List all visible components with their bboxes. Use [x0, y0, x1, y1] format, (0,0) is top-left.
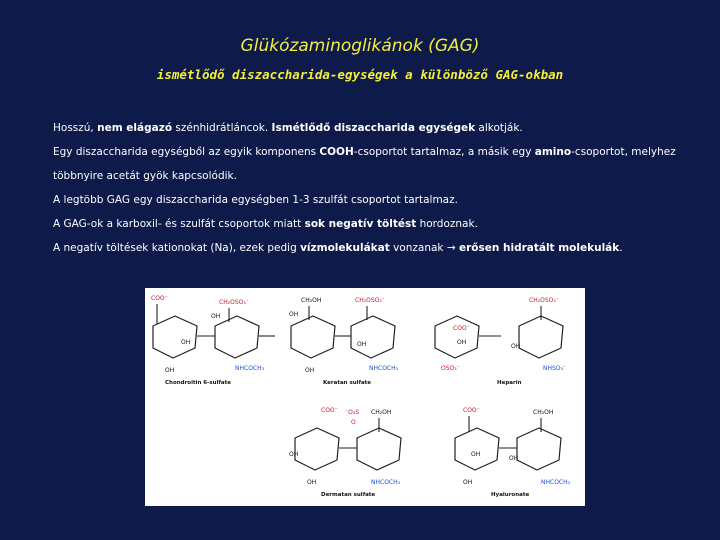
- chem-coo: COO⁻: [151, 295, 168, 302]
- line1-part-c: szénhidrátláncok.: [172, 122, 272, 134]
- ring-glcnac-2: [517, 428, 561, 470]
- line2-part-c: -csoportot tartalmaz, a másik egy: [353, 146, 535, 158]
- chem-oso3: OSO₃⁻: [441, 365, 460, 372]
- chem-oh: OH: [211, 313, 221, 320]
- chem-oh: OH: [181, 339, 191, 346]
- chem-oh: OH: [457, 339, 467, 346]
- line6-part-a: A negatív töltések kationokat (Na), ezek pedig: [53, 242, 301, 254]
- chem-oh: OH: [165, 367, 175, 374]
- body-line-2: [53, 145, 676, 159]
- ring-glcnac: [351, 316, 395, 358]
- chem-ch2oh: CH₂OH: [301, 297, 322, 304]
- chem-nhso3: NHSO₃⁻: [543, 365, 567, 372]
- line2-part-a: Egy diszaccharida egységből az egyik komponens: [53, 146, 320, 158]
- slide-title: Glükózaminoglikánok (GAG): [240, 36, 480, 56]
- chem-coo: COO⁻: [453, 325, 470, 332]
- chem-oh: OH: [357, 341, 367, 348]
- chem-oh: OH: [471, 451, 481, 458]
- chem-oh: OH: [463, 479, 473, 486]
- line2-part-e: -csoportot, melyhez: [571, 146, 676, 158]
- chem-nhcoch3: NHCOCH₃: [541, 479, 571, 486]
- chem-coo: COO⁻: [463, 407, 480, 414]
- chem-oh: OH: [289, 311, 299, 318]
- line1-part-a: Hosszú,: [53, 122, 98, 134]
- line1-part-d: Ismétlődő diszaccharida egységek: [271, 122, 476, 134]
- chem-oh: OH: [307, 479, 317, 486]
- body-line-1: [53, 121, 523, 135]
- line6-part-b: vízmolekulákat: [300, 242, 390, 254]
- line6-part-e: .: [619, 242, 623, 254]
- line1-part-b: nem elágazó: [97, 122, 173, 134]
- chem-oh: OH: [511, 343, 521, 350]
- ring-galnac-1: [215, 316, 259, 358]
- chem-o3so: ⁻O₃S: [345, 409, 360, 416]
- line2-part-d: amino: [534, 146, 572, 158]
- chem-ch2oso3: CH₂OSO₃⁻: [355, 297, 385, 304]
- body-line-6: [53, 241, 623, 255]
- line1-part-e: alkotják.: [475, 122, 523, 134]
- chem-ch2oh: CH₂OH: [533, 409, 554, 416]
- line6-part-c: vonzanak →: [389, 242, 459, 254]
- body-line-5: [53, 217, 478, 231]
- label-heparin: Heparin: [497, 380, 522, 386]
- ring-glca-2: [455, 428, 499, 470]
- ring-glca-1: [153, 316, 197, 358]
- ring-galnac-2: [357, 428, 401, 470]
- label-keratan: Keratan sulfate: [323, 380, 372, 386]
- ring-iduronic: [435, 316, 479, 358]
- line6-part-d: erősen hidratált molekulák: [458, 242, 620, 254]
- slide-subtitle: ismétlődő diszaccharida-egységek a különböző GAG-okban: [156, 67, 564, 82]
- chem-nhcoch3: NHCOCH₃: [371, 479, 401, 486]
- ring-gal: [291, 316, 335, 358]
- ring-iduronic-2: [295, 428, 339, 470]
- chem-nhcoch3: NHCOCH₃: [235, 365, 265, 372]
- chem-ch2oso3: CH₂OSO₃⁻: [219, 299, 249, 306]
- label-chondroitin: Chondroitin 6-sulfate: [165, 380, 231, 386]
- line2-part-b: COOH: [319, 146, 354, 158]
- label-dermatan: Dermatan sulfate: [321, 492, 376, 498]
- body-line-3: többnyire acetát gyök kapcsolódik.: [53, 170, 237, 182]
- chem-o: O: [351, 419, 356, 426]
- chem-oh: OH: [509, 455, 519, 462]
- chem-ch2oh: CH₂OH: [371, 409, 392, 416]
- chem-nhcoch3: NHCOCH₃: [369, 365, 399, 372]
- body-line-4: A legtöbb GAG egy diszaccharida egységben 1-3 szulfát csoportot tartalmaz.: [53, 194, 458, 206]
- gag-structures-figure: [145, 288, 585, 506]
- chem-oh: OH: [305, 367, 315, 374]
- chem-oh: OH: [289, 451, 299, 458]
- label-hyaluronate: Hyaluronate: [491, 492, 530, 498]
- line5-part-b: sok negatív töltést: [304, 218, 417, 230]
- ring-glcns: [519, 316, 563, 358]
- gag-structures-diagram: [145, 288, 585, 506]
- chem-ch2oso3: CH₂OSO₃⁻: [529, 297, 559, 304]
- line5-part-a: A GAG-ok a karboxil- és szulfát csoportok miatt: [53, 218, 305, 230]
- chem-coo: COO⁻: [321, 407, 338, 414]
- line5-part-c: hordoznak.: [416, 218, 478, 230]
